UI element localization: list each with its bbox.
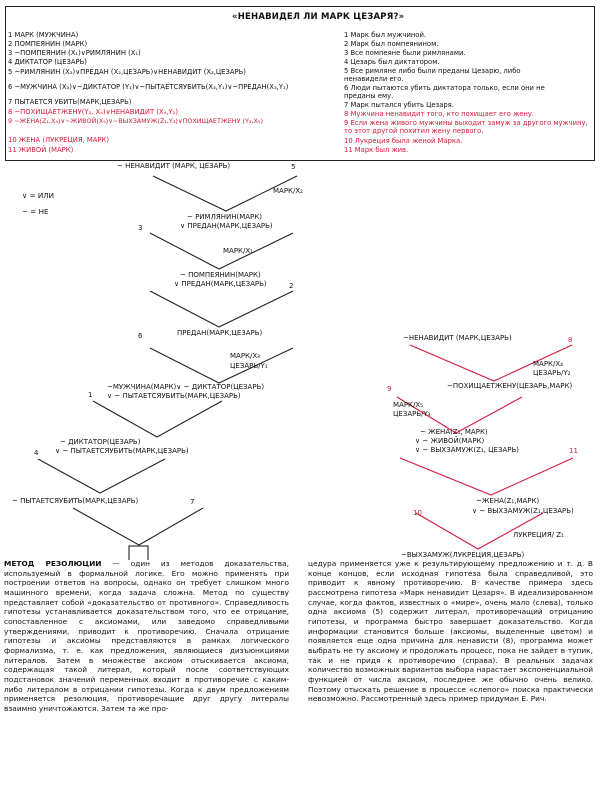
explanation-11: 11 Марк был жив.	[344, 146, 409, 154]
explanation-6: 6 Люди пытаются убить диктатора только, если они не преданы ему.	[344, 84, 545, 100]
axiom-7: 7 ПЫТАЕТСЯ УБИТЬ(МАРК,ЦЕЗАРЬ)	[8, 98, 132, 106]
right-node-3a: ~ЖЕНА(Z₁,МАРК)	[476, 497, 540, 505]
left-node-1a: ~ РИМЛЯНИН(МАРК)	[187, 213, 262, 221]
left-num-1: 1	[88, 391, 93, 399]
axiom-1: 1 МАРК (МУЖЧИНА)	[8, 31, 79, 39]
explanation-7: 7 Марк пытался убить Цезаря.	[344, 101, 454, 109]
axiom-2: 2 ПОМПЕЯНИН (МАРК)	[8, 40, 88, 48]
left-num-4: 4	[34, 449, 39, 457]
left-num-6: 6	[138, 332, 143, 340]
right-subst-2a: МАРК/X₅	[393, 401, 423, 409]
left-tree-branch-2	[150, 233, 293, 269]
right-node-3b: ∨ ~ ВЫХЗАМУЖ(Z₁,ЦЕЗАРЬ)	[472, 507, 574, 515]
right-node-2c: ∨ ~ ВЫХЗАМУЖ(Z₁, ЦЕЗАРЬ)	[415, 446, 520, 454]
left-num-7: 7	[190, 498, 195, 506]
right-num-10: 10	[413, 509, 422, 517]
right-node-2a: ~ ЖЕНА(Z₁, МАРК)	[420, 428, 488, 436]
explanation-9: 9 Если жена живого мужчины выходит замуж за другого мужчину, то этот другой похитил жену первого.	[344, 119, 588, 135]
explanation-4: 4 Цезарь был диктатором.	[344, 58, 440, 66]
left-node-4a: ~МУЖЧИНА(МАРК)∨ ~ ДИКТАТОР(ЦЕЗАРЬ)	[107, 383, 265, 391]
axiom-5: 5 ~РИМЛЯНИН (X₂)∨ПРЕДАН (X₂,ЦЕЗАРЬ)∨НЕНАВИДИТ (X₂,ЦЕЗАРЬ)	[8, 68, 246, 76]
right-subst-1b: ЦЕЗАРЬ/Y₂	[533, 369, 571, 377]
left-node-5b: ∨ ~ ПЫТАЕТСЯУБИТЬ(МАРК,ЦЕЗАРЬ)	[55, 447, 189, 455]
article-column-2: цедура применяется уже к результирующему предложению и т. д. В конце концов, если исходная гипотеза была справедливой, это приводит к явному противоречию. В качестве примера здесь рассмотрена гипотеза «Марк ненавидит Цезаря». В идеализированном случае, когда фактов, известных о «мире», очень мало (слева), только одна аксиома (5) содержит литерал, противоречащий отрицанию гипотезы, и программа быстро завершает доказательство. Когда информации становится больше (аксиомы, выделенные цветом) и появляется еще одна причина для ненависти (8), программа может выбрать не ту аксиому и продолжать процесс, пока не зайдет в тупик, так и не придя к противоречию (справа). В реальных задачах количество возможных вариантов выбора нарастает экспоненциальной функцией от числа аксиом, последнее же обычно очень велико. Поэтому отыскать решение в процессе «слепого» поиска практически невозможно. Рассмотренный здесь пример придуман Е. Рич.	[308, 559, 593, 704]
right-num-11: 11	[569, 447, 578, 455]
axiom-3: 3 ~ПОМПЕЯНИН (X₁)∨РИМЛЯНИН (X₁)	[8, 49, 141, 57]
explanation-2: 2 Марк был помпеянином.	[344, 40, 439, 48]
right-num-8: 8	[568, 336, 573, 344]
left-num-2: 2	[289, 282, 294, 290]
left-num-5: 5	[291, 163, 296, 171]
right-num-9: 9	[387, 385, 392, 393]
left-tree-branch-7	[73, 508, 203, 545]
figure-title: «НЕНАВИДЕЛ ЛИ МАРК ЦЕЗАРЯ?»	[232, 12, 405, 22]
left-num-3: 3	[138, 224, 143, 232]
article-term: МЕТОД РЕЗОЛЮЦИИ	[4, 559, 102, 568]
left-subst-2: МАРК/X₁	[223, 247, 253, 255]
legend-not: ~ = НЕ	[22, 207, 49, 216]
left-tree-branch-4	[150, 348, 293, 383]
article-col1-text: — один из методов доказательства, используемый в формальной логике. Его можно применять при построении ответов на вопросы, однако он требует слишком много машинного времени, когда задача сложна. Метод по существу представляет собой «доказательство от противного». Справедливость гипотезы устанавливается доказательством того, что ее отрицание, сопоставленное с аксиомами, или заведомо справедливыми утверждениями, приводит к противоречию. Сначала отрицание гипотезы и аксиомы представляются в рамках логического формализма, т. е. как предложения, являющиеся дизъюнкциями литералов. Затем в множестве аксиом отыскивается аксиома, содержащая такой литерал, который после соответствующих подстановок значений переменных входит в противоречие с каким-либо литералом в отрицании гипотезы. Когда к двум предложениям применяется резолюция, противоречащие друг другу литералы взаимно уничтожаются. Затем та же про-	[4, 559, 289, 713]
contradiction-box	[129, 546, 148, 560]
right-subst-2b: ЦЕЗАРЬ/Y₃	[393, 410, 431, 418]
left-node-4b: ∨ ~ ПЫТАЕТСЯУБИТЬ(МАРК,ЦЕЗАРЬ)	[107, 392, 241, 400]
right-node-1: ~ПОХИЩАЕТЖЕНУ(ЦЕЗАРЬ,МАРК)	[447, 382, 573, 390]
axiom-8: 8 ~ПОХИЩАЕТЖЕНУ(Y₂, X₄)∨НЕНАВИДИТ (X₄,Y₂)	[8, 108, 178, 116]
left-node-6: ~ ПЫТАЕТСЯУБИТЬ(МАРК,ЦЕЗАРЬ)	[12, 497, 139, 505]
legend-or: ∨ = ИЛИ	[22, 191, 55, 200]
left-node-5a: ~ ДИКТАТОР(ЦЕЗАРЬ)	[60, 438, 141, 446]
explanation-10: 10 Лукреция была женой Марка.	[344, 137, 463, 145]
explanation-3: 3 Все помпеяне были римлянами.	[344, 49, 466, 57]
left-tree-branch-6	[38, 459, 165, 493]
right-tree-branch-3	[400, 458, 573, 495]
article-column-1	[4, 559, 289, 714]
right-node-2b: ∨ ~ ЖИВОЙ(МАРК)	[415, 437, 485, 445]
right-subst-1a: МАРК/X₄	[533, 360, 563, 368]
explanation-5: 5 Все римляне либо были преданы Цезарю, либо ненавидели его.	[344, 67, 521, 83]
explanation-1: 1 Марк был мужчиной.	[344, 31, 427, 39]
left-subst-4b: ЦЕЗАРЬ/Y₁	[230, 362, 268, 370]
left-subst-4a: МАРК/X₃	[230, 352, 260, 360]
right-subst-4: ЛУКРЕЦИЯ/ Z₁	[513, 531, 564, 539]
left-node-2a: ~ ПОМПЕЯНИН(МАРК)	[180, 271, 261, 279]
left-node-hypothesis: ~ НЕНАВИДИТ (МАРК, ЦЕЗАРЬ)	[117, 162, 231, 170]
left-node-1b: ∨ ПРЕДАН(МАРК,ЦЕЗАРЬ)	[180, 222, 273, 230]
axiom-11: 11 ЖИВОЙ (МАРК)	[8, 146, 74, 154]
axiom-4: 4 ДИКТАТОР (ЦЕЗАРЬ)	[8, 58, 87, 66]
left-node-2b: ∨ ПРЕДАН(МАРК,ЦЕЗАРЬ)	[174, 280, 267, 288]
axiom-6: 6 ~МУЖЧИНА (X₃)∨~ДИКТАТОР (Y₁)∨~ПЫТАЕТСЯУБИТЬ(X₃,Y₁)∨~ПРЕДАН(X₃,Y₁)	[8, 83, 289, 91]
explanation-8: 8 Мужчина ненавидит того, кто похищает его жену.	[344, 110, 535, 118]
left-subst-1: МАРК/X₂	[273, 187, 303, 195]
axiom-9: 9 ~ЖЕНА(Z₁,X₅)∨~ЖИВОЙ(X₅)∨~ВЫХЗАМУЖ(Z₁,Y₃)∨ПОХИЩАЕТЖЕНУ (Y₃,X₅)	[8, 117, 263, 125]
left-tree-branch-5	[93, 401, 222, 437]
axiom-10: 10 ЖЕНА (ЛУКРЕЦИЯ, МАРК)	[8, 136, 109, 144]
right-node-4: ~ВЫХЗАМУЖ(ЛУКРЕЦИЯ,ЦЕЗАРЬ)	[401, 551, 525, 559]
article-text	[4, 559, 596, 793]
left-tree-branch-3	[150, 291, 293, 327]
left-node-3: ПРЕДАН(МАРК,ЦЕЗАРЬ)	[177, 329, 263, 337]
right-node-hypothesis: ~НЕНАВИДИТ (МАРК,ЦЕЗАРЬ)	[403, 334, 512, 342]
